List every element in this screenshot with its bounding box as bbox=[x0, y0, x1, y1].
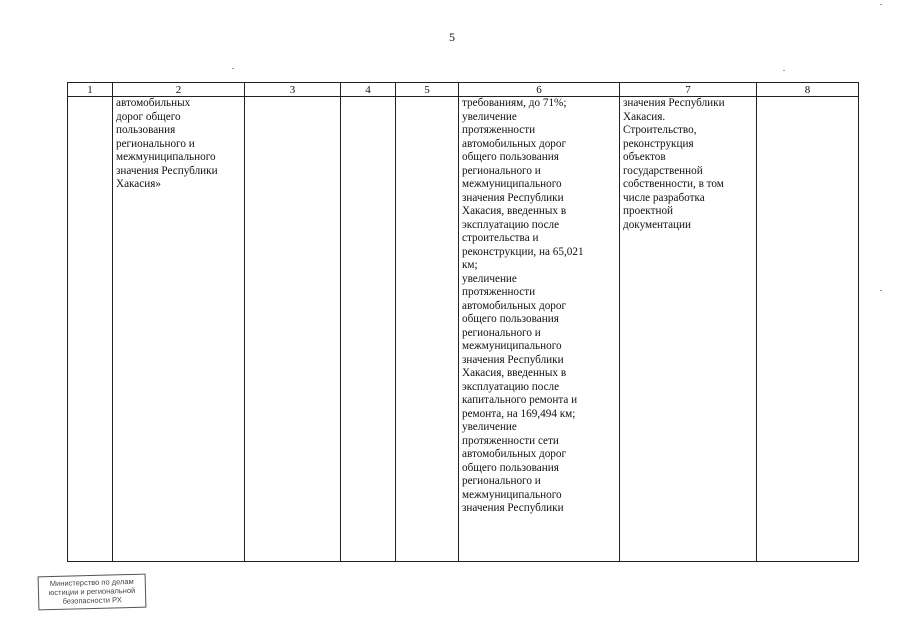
cell-col-1 bbox=[68, 97, 113, 562]
cell-text-line: требованиям, до 71%; bbox=[462, 97, 567, 109]
cell-text-line: эксплуатацию после bbox=[462, 218, 560, 231]
cell-text-line: Хакасия» bbox=[116, 178, 161, 190]
scan-speck bbox=[880, 290, 882, 291]
stamp-line: Министерство по делам bbox=[49, 576, 134, 589]
cell-text-line: строительства и bbox=[462, 232, 539, 244]
cell-text-line: Строительство, bbox=[623, 124, 697, 136]
registration-stamp bbox=[38, 574, 147, 611]
cell-col-5 bbox=[396, 97, 459, 562]
cell-text-line: автомобильных дорог bbox=[462, 448, 567, 460]
column-header-2: 2 bbox=[113, 83, 245, 97]
cell-text-line: регионального и bbox=[462, 326, 541, 339]
cell-text-line: пользования bbox=[116, 124, 176, 136]
cell-text-line: регионального и bbox=[462, 164, 541, 177]
cell-text-line: регионального и bbox=[462, 475, 541, 487]
column-header-5: 5 bbox=[396, 83, 459, 97]
cell-col-4 bbox=[341, 97, 396, 562]
cell-text-line: проектной bbox=[623, 205, 674, 217]
cell-text-line: регионального и bbox=[116, 137, 195, 150]
scan-speck bbox=[880, 4, 882, 5]
cell-col-6 bbox=[459, 97, 620, 562]
cell-text-line: Хакасия. bbox=[623, 110, 666, 123]
cell-text-line: увеличение bbox=[462, 110, 517, 123]
cell-text-line: автомобильных дорог bbox=[462, 137, 567, 150]
cell-text-line: государственной bbox=[623, 164, 703, 177]
cell-text-line: протяженности bbox=[462, 286, 536, 298]
cell-text-line: автомобильных bbox=[116, 97, 191, 109]
column-header-4: 4 bbox=[341, 83, 396, 97]
cell-text-line: числе разработка bbox=[623, 191, 705, 204]
cell-text-line: автомобильных дорог bbox=[462, 299, 567, 312]
column-header-8: 8 bbox=[757, 83, 859, 97]
cell-text-line: значения Республики bbox=[116, 164, 218, 177]
cell-text-line: дорог общего bbox=[116, 110, 181, 123]
scan-speck bbox=[783, 70, 785, 71]
column-header-7: 7 bbox=[620, 83, 757, 97]
scan-speck bbox=[232, 68, 234, 69]
cell-text-line: увеличение bbox=[462, 272, 517, 285]
cell-text-line: капитального ремонта и bbox=[462, 394, 578, 406]
cell-text-line: общего пользования bbox=[462, 151, 559, 163]
cell-col-7 bbox=[620, 97, 757, 562]
cell-text-line: реконструкция bbox=[623, 137, 694, 150]
stamp-line: юстиции и региональной bbox=[48, 585, 136, 598]
cell-text-line: межмуниципального bbox=[462, 488, 562, 501]
program-table bbox=[67, 82, 859, 562]
cell-text-line: км; bbox=[462, 259, 478, 271]
cell-text-line: межмуниципального bbox=[462, 178, 562, 190]
cell-col-3 bbox=[245, 97, 341, 562]
cell-text-line: объектов bbox=[623, 151, 666, 163]
column-header-1: 1 bbox=[68, 83, 113, 97]
table-header-row bbox=[68, 83, 859, 97]
cell-text-line: протяженности сети bbox=[462, 434, 559, 447]
cell-col-8 bbox=[757, 97, 859, 562]
cell-text-line: реконструкции, на 65,021 bbox=[462, 245, 584, 258]
cell-text-line: межмуниципального bbox=[116, 151, 216, 163]
cell-text-line: увеличение bbox=[462, 421, 517, 433]
cell-text-line: межмуниципального bbox=[462, 340, 562, 352]
cell-text-line: значения Республики bbox=[623, 97, 725, 109]
cell-col-2 bbox=[113, 97, 245, 562]
cell-text-line: Хакасия, введенных в bbox=[462, 205, 567, 217]
cell-text-line: значения Республики bbox=[462, 191, 564, 204]
table-row bbox=[68, 97, 859, 562]
cell-text-line: общего пользования bbox=[462, 313, 559, 325]
column-header-3: 3 bbox=[245, 83, 341, 97]
cell-text-line: ремонта, на 169,494 км; bbox=[462, 407, 576, 420]
cell-text-line: собственности, в том bbox=[623, 178, 724, 190]
stamp-line: безопасности РХ bbox=[62, 595, 122, 606]
cell-text-line: значения Республики bbox=[462, 502, 564, 514]
cell-text-line: Хакасия, введенных в bbox=[462, 367, 567, 379]
column-header-6: 6 bbox=[459, 83, 620, 97]
cell-text-line: документации bbox=[623, 218, 691, 231]
cell-text-line: протяженности bbox=[462, 124, 536, 136]
cell-text-line: значения Республики bbox=[462, 353, 564, 366]
cell-text-line: эксплуатацию после bbox=[462, 380, 560, 393]
page-number: 5 bbox=[449, 30, 455, 44]
cell-text-line: общего пользования bbox=[462, 461, 559, 474]
